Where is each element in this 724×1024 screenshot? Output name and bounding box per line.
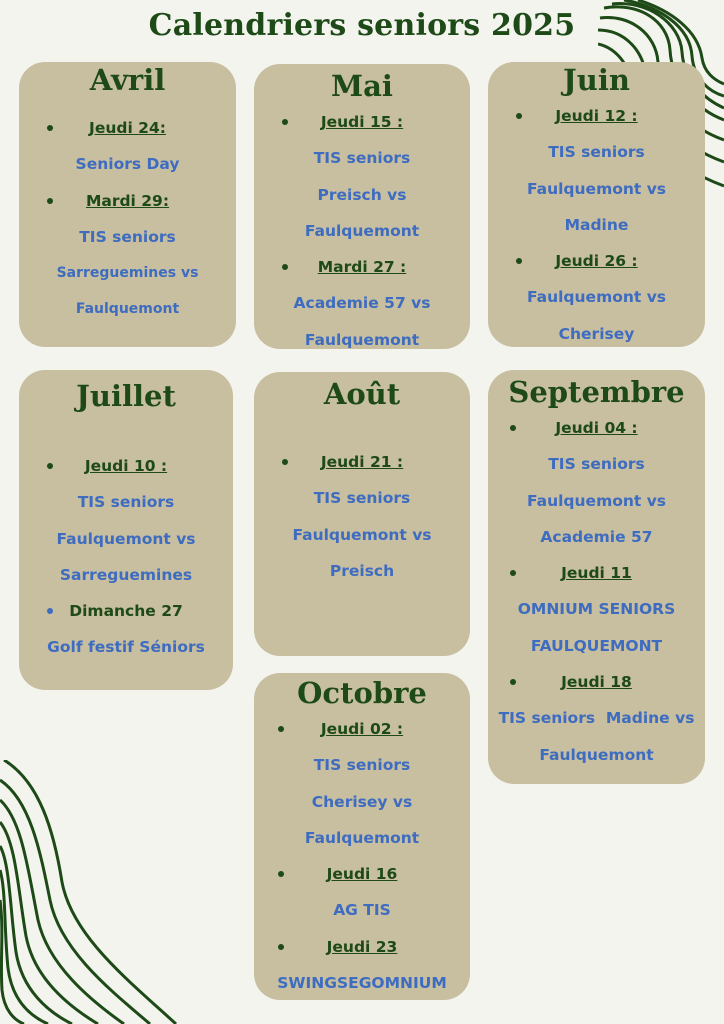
event-line: Faulquemont: [75, 301, 180, 318]
list-item: [27, 448, 225, 593]
event-date: Jeudi 04 :: [555, 419, 638, 437]
list-item: [262, 249, 462, 358]
event-list-juin: [496, 98, 697, 352]
event-line: Preisch vs: [317, 185, 407, 204]
event-line: Seniors Day: [75, 155, 180, 174]
month-card-juin: [488, 62, 705, 347]
event-line: Academie 57: [540, 527, 653, 546]
month-title-juillet: Juillet: [76, 379, 176, 413]
list-item: [27, 110, 228, 183]
list-item: [262, 444, 462, 589]
event-line: Preisch: [329, 561, 395, 580]
list-item: [258, 711, 466, 856]
event-line: Faulquemont vs: [56, 529, 196, 548]
event-date: Jeudi 18: [561, 673, 632, 692]
list-item: [258, 929, 466, 1002]
event-date: Jeudi 02 :: [320, 720, 404, 738]
event-line: SWINGSEGOMNIUM: [277, 974, 447, 993]
event-line: OMNIUM SENIORS: [517, 600, 676, 619]
event-line: Faulquemont: [304, 828, 420, 847]
event-date: Jeudi 15 :: [320, 113, 404, 131]
page-title: Calendriers seniors 2025: [148, 8, 576, 43]
event-line: Faulquemont vs: [526, 491, 667, 510]
month-title-septembre: Septembre: [508, 375, 685, 409]
event-line: Cherisey: [558, 324, 635, 343]
month-card-avril: [19, 62, 236, 347]
event-line: Sarreguemines: [59, 565, 193, 584]
event-line: FAULQUEMONT: [530, 636, 663, 655]
list-item: [496, 243, 697, 352]
event-line: Faulquemont vs: [292, 525, 432, 544]
event-line: Academie 57 vs: [293, 294, 431, 313]
list-item: [490, 555, 703, 664]
list-item: [262, 104, 462, 249]
event-line: TIS seniors: [548, 455, 645, 474]
month-card-aout: [254, 372, 470, 656]
list-item: [258, 856, 466, 929]
event-date: Mardi 29:: [85, 191, 170, 210]
list-item: [496, 98, 697, 243]
month-title-aout: Août: [323, 377, 401, 411]
event-line: Faulquemont vs: [526, 179, 667, 198]
event-line: Faulquemont: [539, 745, 654, 764]
event-line: TIS seniors: [79, 227, 176, 246]
event-date: Jeudi 21 :: [320, 453, 404, 471]
event-date: Jeudi 12 :: [555, 107, 638, 125]
event-line: Faulquemont vs: [526, 288, 667, 307]
event-list-juillet: [27, 448, 225, 666]
event-line: TIS seniors: [548, 143, 645, 162]
event-date: Mardi 27 :: [317, 258, 407, 277]
month-card-septembre: [488, 370, 705, 784]
event-line: AG TIS: [333, 901, 391, 920]
event-line: TIS seniors: [313, 756, 411, 775]
event-line: Golf festif Séniors: [47, 638, 205, 657]
event-line: Madine: [564, 215, 629, 234]
event-list-aout: [262, 444, 462, 589]
event-date: Jeudi 16: [326, 865, 398, 884]
event-list-avril: [27, 110, 228, 328]
list-item: [490, 410, 703, 555]
month-title-octobre: Octobre: [297, 676, 427, 710]
month-card-mai: [254, 64, 470, 349]
event-date: Jeudi 23: [326, 937, 398, 956]
list-item: [27, 593, 225, 666]
event-list-mai: [262, 104, 462, 358]
event-line: TIS seniors: [77, 493, 175, 512]
month-card-juillet: [19, 370, 233, 690]
month-title-mai: Mai: [331, 69, 393, 103]
event-line: TIS seniors: [313, 489, 411, 508]
event-line: Sarreguemines vs: [56, 265, 199, 282]
event-line: Faulquemont: [304, 330, 420, 349]
event-line: Faulquemont: [304, 221, 420, 240]
month-card-octobre: [254, 673, 470, 1000]
event-list-septembre: [490, 410, 703, 773]
event-date: Jeudi 10 :: [84, 457, 168, 475]
wave-decoration-bottom-left: [0, 760, 190, 1024]
month-title-avril: Avril: [89, 63, 166, 97]
event-date: Jeudi 11: [561, 564, 632, 583]
event-date: Jeudi 26 :: [555, 252, 638, 271]
event-date: Dimanche 27: [69, 602, 183, 621]
event-list-octobre: [258, 711, 466, 1001]
event-line: TIS seniors: [313, 149, 411, 168]
month-title-juin: Juin: [563, 63, 630, 97]
event-line: Cherisey vs: [311, 792, 413, 811]
list-item: [490, 664, 703, 773]
event-line: TIS seniors Madine vs: [498, 709, 695, 728]
list-item: [27, 183, 228, 328]
event-date: Jeudi 24:: [89, 119, 166, 137]
